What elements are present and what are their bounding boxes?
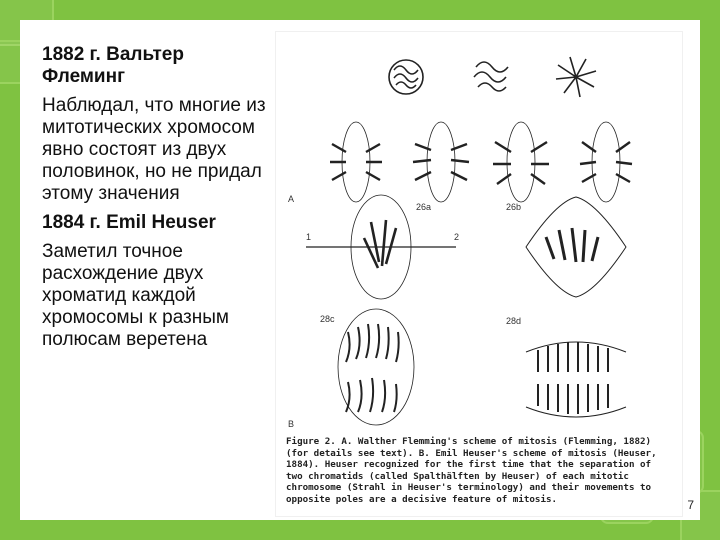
text-column <box>42 44 272 358</box>
label-a: A <box>288 194 295 204</box>
page-number: 7 <box>687 498 694 512</box>
spindle-28c <box>338 309 414 425</box>
flemming-heading: 1882 г. Вальтер Флеминг <box>42 44 184 87</box>
label-26a: 26a <box>416 202 432 212</box>
content-panel <box>20 20 700 520</box>
figure-caption: Figure 2. A. Walther Flemming's scheme of mitosis (Flemming, 1882) (for details see text). B. Emil Heuser's scheme of mitosis (Heuser, 1884). Heuser recognized for the first time that the separation of two chromatids (called Spalthälften by Heuser) of each mitotic chromosome (Strahl in Heuser's terminology) and their movements to opposite poles are a decisive feature of mitosis. <box>286 436 657 505</box>
label-26b: 26b <box>506 202 522 212</box>
flemming-text: Наблюдал, что многие из митотических хромосом явно состоят из двух половинок, но не придал этому значения <box>42 95 266 204</box>
nucleus-coiled-2 <box>474 62 508 91</box>
spindle-26a <box>306 195 456 299</box>
nucleus-coiled-1 <box>389 60 423 94</box>
label-b: B <box>288 419 295 429</box>
spindle-row <box>330 122 632 202</box>
heuser-heading: 1884 г. Emil Heuser <box>42 212 216 233</box>
mitosis-figure <box>276 32 682 516</box>
label-2: 2 <box>454 232 460 242</box>
mitosis-drawings <box>276 32 682 432</box>
nucleus-star <box>556 57 596 97</box>
label-28c: 28c <box>320 314 335 324</box>
label-28d: 28d <box>506 316 522 326</box>
spindle-26b <box>526 197 626 297</box>
spindle-28d <box>526 342 626 417</box>
label-1: 1 <box>306 232 312 242</box>
heuser-text: Заметил точное расхождение двух хроматид каждой хромосомы к разным полюсам веретена <box>42 241 229 350</box>
